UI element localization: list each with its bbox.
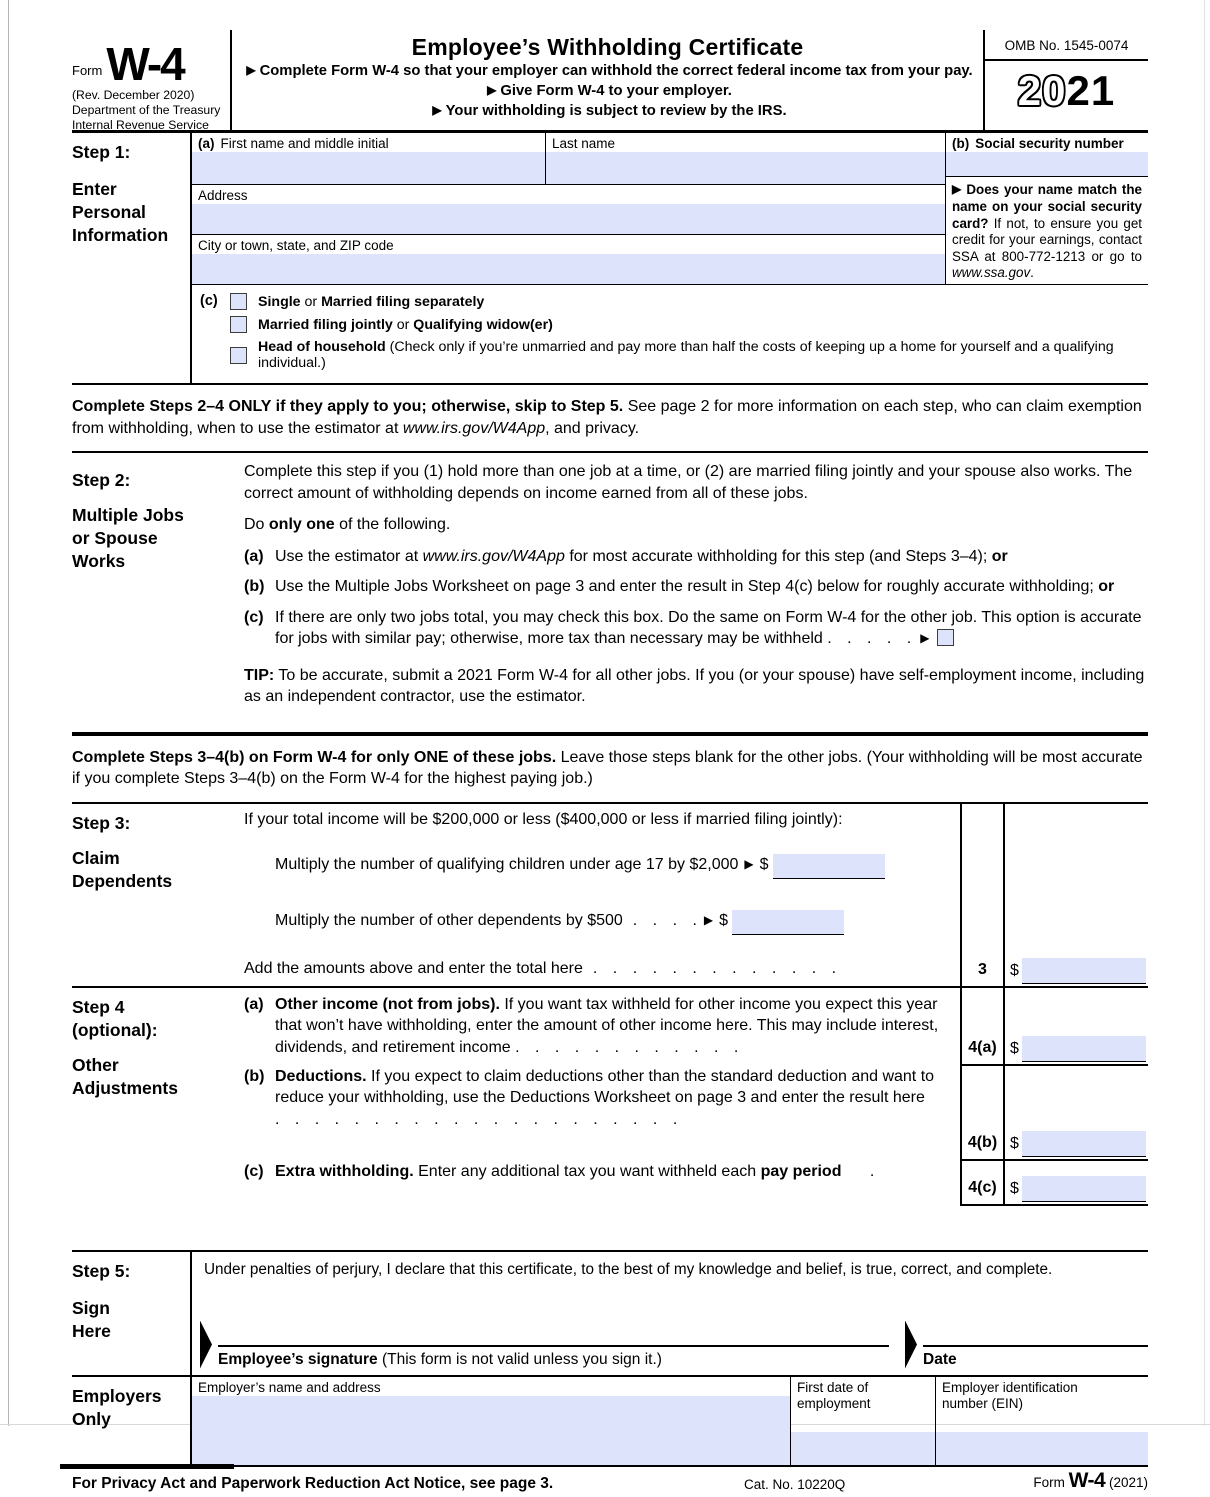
step4b-line-number: 4(b) (960, 1066, 1003, 1161)
step4b-cell: $ (1003, 1066, 1148, 1161)
ssn-label: Social security number (975, 136, 1124, 151)
catalog-number: Cat. No. 10220Q (744, 1476, 846, 1492)
bullet-arrow-icon: ▶ (432, 103, 442, 117)
first-date-cell: First date of employment (790, 1377, 935, 1465)
step4a-cell: $ (1003, 988, 1148, 1066)
date-caption: Date (923, 1350, 957, 1368)
single-checkbox[interactable] (230, 293, 247, 310)
deductions-input[interactable] (1022, 1131, 1146, 1157)
employer-name-address-input[interactable] (192, 1396, 790, 1465)
last-name-label: Last name (552, 136, 616, 151)
date-arrow-icon (905, 1321, 917, 1369)
employer-name-cell (192, 1377, 790, 1465)
filing-option-head-of-household: Head of household (Check only if you’re unmarried and pay more than half the costs of keeping up a home for yourself and a qualifying individual.) (230, 339, 1148, 371)
step2-intro: Complete this step if you (1) hold more than one job at a time, or (2) are married filing jointly and your spouse also works. The correct amount of withholding depends on income earned from all of these jobs. (244, 463, 1133, 502)
form-footer (72, 1467, 1148, 1497)
step3-other-dependents-line: Multiply the number of other dependents by $500 . . . . ▶ $ (244, 898, 960, 948)
dept-line2: Internal Revenue Service (72, 117, 209, 132)
form-number: W-4 (106, 38, 184, 90)
steps34-instruction: Complete Steps 3–4(b) on Form W-4 for only ONE of these jobs. Leave those steps blank for the other jobs. (Your withholding will be most accurate if you complete Steps 3–4(b) on the Form W-4 for the highest paying job.) (72, 734, 1148, 802)
first-name-cell (192, 133, 545, 184)
ein-input[interactable] (936, 1432, 1148, 1465)
privacy-notice: For Privacy Act and Paperwork Reduction Act Notice, see page 3. (72, 1474, 554, 1492)
step3-children-line: Multiply the number of qualifying children under age 17 by $2,000 ▶ $ (244, 836, 960, 898)
form-revision: (Rev. December 2020) (72, 87, 195, 102)
steps24-instruction: Complete Steps 2–4 ONLY if they apply to you; otherwise, skip to Step 5. See page 2 for more information on each step, who can claim exemption from withholding, when to use the estimator at www.irs.gov/W4App, and privacy. (72, 385, 1148, 453)
header-agency-block (72, 30, 230, 130)
step5-label: Step 5: Sign Here (72, 1260, 131, 1341)
ein-cell: Employer identification number (EIN) (935, 1377, 1148, 1465)
ssa-note: ▶ Does your name match the name on your social security card? If not, to ensure you get credit for your earnings, contact SSA at 800-772-1213 or go to www.ssa.gov. (946, 177, 1148, 285)
signature-line[interactable] (218, 1319, 889, 1347)
step5-section (72, 1250, 1148, 1377)
bullet-arrow-icon: ▶ (246, 63, 256, 77)
step4b-line: (b) Deductions. If you expect to claim deductions other than the standard deduction and want to reduce your withholding, use the Deductions Worksheet on page 3 and enter the result here . . . . . . . . . . . . . . . . . . . . . (244, 1067, 935, 1128)
step3-total-line: Add the amounts above and enter the total here . . . . . . . . . . . . . (244, 960, 838, 977)
last-name-cell (545, 133, 945, 184)
step4a-line-number: 4(a) (960, 988, 1003, 1066)
filing-status-tag: (c) (200, 293, 218, 309)
scan-edge-left (8, 0, 9, 1426)
perjury-statement: Under penalties of perjury, I declare that this certificate, to the best of my knowledge and belief, is true, correct, and complete. (204, 1260, 1053, 1278)
estimator-url: www.irs.gov/W4App (402, 419, 546, 437)
step3-label: Step 3: Claim Dependents (72, 812, 173, 891)
form-header (72, 30, 1148, 133)
total-credits-input[interactable] (1022, 958, 1146, 984)
field-arrow-icon: ▶ (703, 913, 714, 927)
form-content (72, 30, 1148, 1497)
city-input[interactable] (192, 254, 945, 284)
header-bullet-3: ▶ Your withholding is subject to review by the IRS. (240, 101, 975, 121)
step2-item-a: (a) Use the estimator at www.irs.gov/W4App for most accurate withholding for this step (and Steps 3–4); or (244, 547, 1008, 565)
section-gap (72, 1206, 1148, 1250)
ssa-url: www.ssa.gov (952, 265, 1031, 281)
first-name-input[interactable] (192, 152, 545, 184)
step1-section (72, 133, 1148, 385)
date-line[interactable] (923, 1319, 1148, 1347)
form-word: Form (72, 62, 103, 78)
first-name-tag: (a) (198, 136, 215, 151)
qualifying-children-amount-input[interactable] (773, 854, 885, 879)
filing-status-section (192, 285, 1148, 383)
step2-item-b: (b) Use the Multiple Jobs Worksheet on page 3 and enter the result in Step 4(c) below for roughly accurate withholding; or (244, 578, 1115, 595)
step4c-line-number: 4(c) (960, 1161, 1003, 1206)
first-name-label: First name and middle initial (220, 136, 389, 151)
step4-label: Step 4 (optional): Other Adjustments (72, 996, 178, 1098)
other-dependents-amount-input[interactable] (732, 910, 844, 935)
dept-line1: Department of the Treasury (72, 102, 221, 117)
step4-section (72, 988, 1148, 1206)
header-bullet-2: ▶ Give Form W-4 to your employer. (240, 81, 975, 101)
address-label: Address (198, 188, 248, 203)
ssn-cell (946, 133, 1148, 177)
step3-intro: If your total income will be $200,000 or less ($400,000 or less if married filing jointly): (244, 810, 843, 828)
signature-caption: Employee’s signature (218, 1350, 378, 1368)
step3-section (72, 802, 1148, 988)
step1-label: Step 1: Enter Personal Information (72, 142, 169, 245)
date-block (905, 1319, 1148, 1369)
header-bullet-1: ▶ Complete Form W-4 so that your employer can withhold the correct federal income tax from your pay. (240, 61, 975, 81)
head-of-household-checkbox[interactable] (230, 347, 247, 364)
signature-arrow-icon (200, 1321, 212, 1369)
city-cell (192, 235, 945, 284)
footer-form-id: Form W-4 (2021) (1033, 1468, 1148, 1492)
employers-only-section (72, 1377, 1148, 1467)
extra-withholding-input[interactable] (1022, 1176, 1146, 1202)
city-label: City or town, state, and ZIP code (198, 238, 394, 253)
estimator-url: www.irs.gov/W4App (422, 547, 565, 565)
note-arrow-icon: ▶ (952, 182, 963, 197)
field-arrow-icon: ▶ (744, 857, 754, 871)
first-date-of-employment-input[interactable] (791, 1432, 935, 1465)
step2-do-only-one: Do only one of the following. (244, 516, 451, 533)
address-input[interactable] (192, 204, 945, 234)
step2-label: Step 2: Multiple Jobs or Spouse Works (72, 470, 184, 571)
address-cell (192, 185, 945, 234)
step3-line-number: 3 (960, 948, 1003, 986)
step2-tip: TIP: To be accurate, submit a 2021 Form W-4 for all other jobs. If you (or your spouse) have self-employment income, including as an independent contractor, use the estimator. (244, 666, 1145, 705)
two-jobs-checkbox[interactable] (937, 629, 954, 646)
step2-item-c: (c) If there are only two jobs total, you may check this box. Do the same on Form W-4 for the other job. This option is accurate for jobs with similar pay; otherwise, more tax than necessary may be withheld . . . . . ▶ (244, 608, 1142, 647)
header-omb-block (985, 30, 1148, 130)
last-name-input[interactable] (546, 152, 945, 184)
form-title: Employee’s Withholding Certificate (411, 34, 804, 60)
married-jointly-checkbox[interactable] (230, 316, 247, 333)
step1-body (190, 133, 1148, 383)
employer-name-label: Employer’s name and address (198, 1379, 381, 1395)
employers-only-label: Employers Only (72, 1385, 162, 1429)
scan-edge-right (1204, 0, 1205, 1426)
filing-option-single: Single or Married filing separately (230, 293, 1148, 310)
ssn-input[interactable] (946, 152, 1148, 176)
step4c-line: (c) Extra withholding. Enter any additional tax you want withheld each pay period . (244, 1162, 876, 1180)
step2-section (72, 453, 1148, 734)
signature-block: Employee’s signature (This form is not valid unless you sign it.) (218, 1319, 889, 1369)
header-title-block (230, 30, 985, 130)
other-income-input[interactable] (1022, 1036, 1146, 1062)
filing-option-married-jointly: Married filing jointly or Qualifying widow(er) (230, 316, 1148, 333)
tax-year: 2021 (1017, 67, 1116, 114)
step4c-cell: $ (1003, 1161, 1148, 1206)
checkbox-arrow-icon: ▶ (920, 631, 930, 645)
bullet-arrow-icon: ▶ (487, 83, 497, 97)
step3-total-cell: $ (1003, 948, 1148, 986)
omb-number: OMB No. 1545-0074 (985, 30, 1148, 61)
ssn-tag: (b) (952, 136, 970, 151)
step4a-line: (a) Other income (not from jobs). If you want tax withheld for other income you expect this year that won’t have withholding, enter the amount of other income here. This may include interest, dividends, and retirement income . . . . . . . . . . . . (244, 995, 939, 1056)
